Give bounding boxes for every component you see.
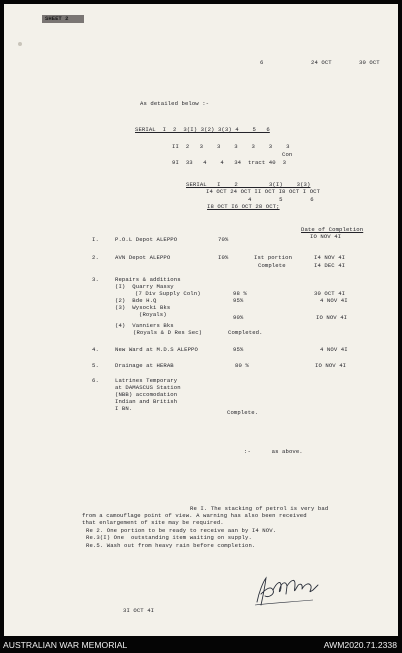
item-description: AVN Depot ALEPPO [115,254,171,261]
subitem-status: Completed. [228,329,263,336]
punch-hole [18,42,22,46]
item-number: I. [92,236,99,243]
handwritten-signature [251,572,321,610]
serial-table-row-note: Con [282,151,293,158]
item-detail-line: Indian and British [115,398,178,405]
subitem-percent: 98 % [233,290,247,297]
remark-line: Re 2. One portion to be ready to receive aan by I4 NOV. [86,527,277,534]
item-number: 5. [92,362,99,369]
serial-table-row: 9I 33 4 4 34 tract 40 3 [172,159,287,166]
item-note: Complete [258,262,286,269]
item-number: 3. [92,276,99,283]
item-date: IO NOV 4I [315,362,347,369]
item-percent: 70% [218,236,229,243]
intro-line: As detailed below :- [140,100,210,107]
subitem-date: IO NOV 4I [316,314,348,321]
remark-line: that enlargement of site may be required. [82,519,224,526]
subitem-label-cont: (7 Div Supply Coln) [135,290,201,297]
item-date: I4 DEC 4I [314,262,346,269]
remark-line: from a camouflage point of view. A warning has also been received [82,512,307,519]
item-description: Drainage at HERAB [115,362,174,369]
subitem-label-cont: (Royals) [139,311,167,318]
archive-caption-bar [0,638,402,653]
item-detail-line: at DAMASCUS Station [115,384,181,391]
document-page [4,4,398,636]
item-percent: 95% [233,346,244,353]
item-status: Complete. [227,409,259,416]
footer-date: 3I OCT 4I [123,607,155,614]
item-note: Ist portion [254,254,293,261]
serial-table2-header: SERIAL I 2 3(I) 3(3) [186,181,311,188]
remark-line: Re.3(I) One outstanding item waiting on supply. [86,534,252,541]
remark-line: Re I. The stacking of petrol is very bad [190,505,329,512]
serial-table2-dates: I4 OCT 24 OCT II OCT I8 OCT I OCT [206,188,321,195]
subitem-date: 4 NOV 4I [320,297,348,304]
item-detail-line: I BN. [115,405,133,412]
item-percent: I0% [218,254,229,261]
remark-line: Re.5. Wash out from heavy rain before completion. [86,542,256,549]
item-detail-line: (NBB) accomodation [115,391,178,398]
subitem-percent: 95% [233,297,244,304]
item-number: 2. [92,254,99,261]
subitem-percent: 90% [233,314,244,321]
header-date-b: 30 OCT [359,59,380,66]
item-number: 4. [92,346,99,353]
serial-table-row: II 2 3 3 3 3 3 3 [172,143,290,150]
subitem-label: (2) Bde H.Q [115,297,157,304]
subitem-label: (4) Vanniers Bks [115,322,174,329]
item-percent: 80 % [235,362,249,369]
subitem-label: (3) Wysocki Bks [115,304,171,311]
as-above-line: :- as above. [244,448,303,455]
item-description: New Ward at M.D.S ALEPPO [115,346,198,353]
item-date: I4 NOV 4I [314,254,346,261]
item-date: 4 NOV 4I [320,346,348,353]
subitem-date: 30 OCT 4I [314,290,346,297]
serial-table2-dates: I8 OCT I6 OCT 28 OCT; [207,203,280,210]
serial-table-header: SERIAL I 2 3(I) 3(2) 3(3) 4 5 6 [135,126,270,133]
serial-table2-row: 4 5 6 [248,196,314,203]
item-description: Latrines Temporary [115,377,178,384]
page-number: 6 [260,59,264,66]
item-description: P.O.L Depot ALEPPO [115,236,178,243]
item-number: 6. [92,377,99,384]
header-date-a: 24 OCT [311,59,332,66]
completion-header: Date of Completion [301,226,364,233]
caption-institution: AUSTRALIAN WAR MEMORIAL [3,640,128,650]
sheet-label: SHEET 2 [42,15,84,23]
caption-accession-number: AWM2020.71.2338 [323,640,397,650]
subitem-label-cont: (Royals & D Res Sec) [133,329,203,336]
completion-date: IO NOV 4I [310,233,342,240]
subitem-label: (I) Quarry Massy [115,283,174,290]
item-description: Repairs & additions [115,276,181,283]
